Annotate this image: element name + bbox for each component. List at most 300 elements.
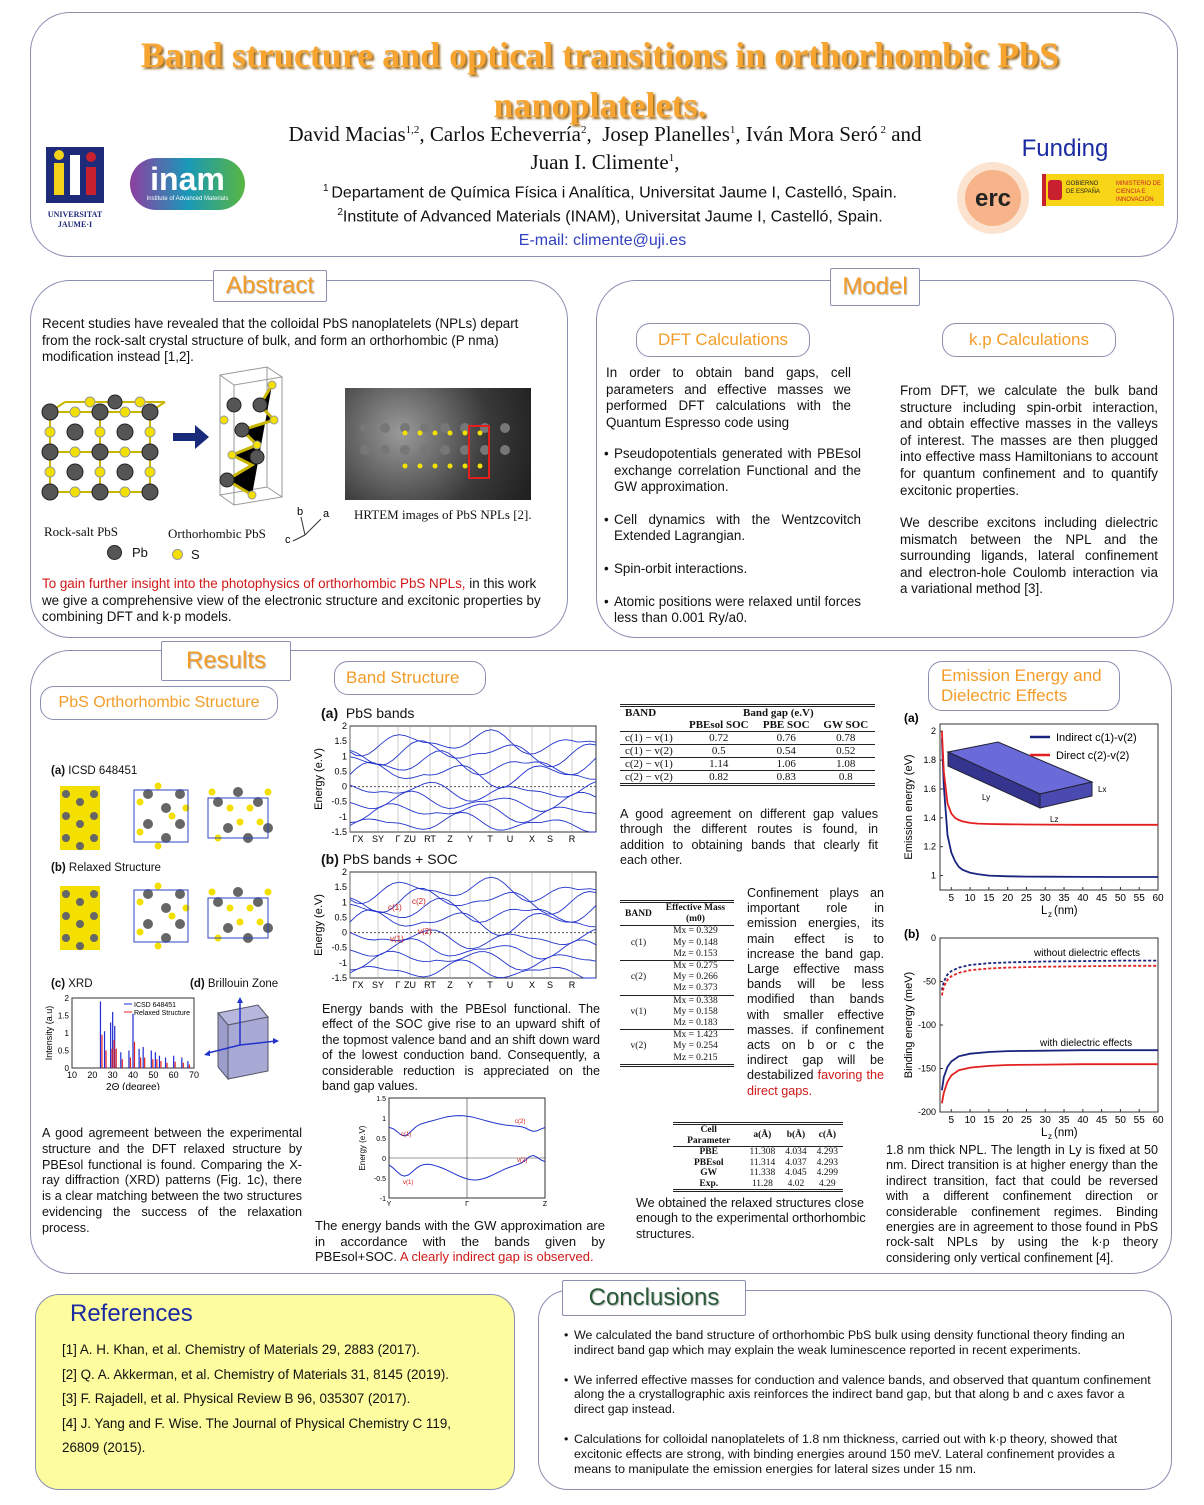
mass-band: v(1)	[630, 1006, 647, 1017]
x-axis-label: L	[1041, 1127, 1048, 1139]
table-row	[620, 961, 734, 996]
axis-b-label: b	[297, 506, 304, 518]
brillouin-zone-image	[200, 995, 280, 1085]
k-point-label: R	[568, 834, 576, 844]
gap-band: c(2) − v(2)	[625, 771, 673, 783]
y-tick-label: 0.5	[334, 912, 347, 923]
poster-title: Band structure and optical transitions in orthorhombic PbS nanoplatelets.	[140, 35, 1060, 125]
conclusions-heading: Conclusions	[562, 1280, 746, 1316]
x-tick-label: 35	[1058, 893, 1070, 904]
y-tick-label: 1.5	[57, 1011, 69, 1021]
band-text: Energy bands with the PBEsol functional. The effect of the SOC give rise to an upward shift of the topmost valence band and an shift down ward of the lowest conduction band. Consequently, a considerable reduction is appreciated on the band gap values.	[322, 1002, 600, 1094]
gap-value: 1.06	[776, 758, 796, 770]
table-row	[620, 745, 875, 758]
gap-value: 0.76	[776, 732, 796, 744]
table-row	[673, 1147, 843, 1158]
x-tick-label: 10	[964, 893, 976, 904]
mass-value: Mx = 1.423	[673, 1030, 718, 1041]
legend-label: ICSD 648451	[134, 1002, 177, 1009]
rocksalt-structure-image	[40, 392, 170, 517]
series-line	[942, 1050, 1158, 1090]
x-tick-label: 30	[1039, 1115, 1051, 1126]
panel-label: (a)	[904, 712, 919, 725]
table-row	[673, 1168, 843, 1179]
gap-band: c(2) − v(1)	[625, 758, 673, 770]
band-line	[350, 877, 596, 904]
gov-logo-ministry: MINISTERIO DE CIENCIA E INNOVACIÓN	[1116, 181, 1162, 203]
y-tick-label: 1	[341, 751, 347, 762]
mass-table-header-band: BAND	[625, 908, 652, 919]
annotation: with dielectric effects	[1040, 1038, 1133, 1049]
band-line	[350, 741, 596, 767]
legend-label: Relaxed Structure	[134, 1010, 191, 1017]
dft-bullet: • Pseudopotentials generated with PBEsol exchange correlation Functional and the GW approximation.	[614, 446, 861, 496]
k-point-label: Γ	[395, 980, 401, 990]
x-tick-label: 30	[107, 1070, 118, 1080]
rocksalt-label: Rock-salt PbS	[44, 524, 119, 539]
y-tick-label: -1	[379, 1196, 386, 1203]
table-row	[620, 758, 875, 771]
gap-table-subheader: PBE SOC	[762, 719, 810, 731]
annotation: without dielectric effects	[1034, 948, 1140, 959]
x-tick-label: 55	[1133, 893, 1145, 904]
pb-atom-icon	[107, 545, 122, 560]
band-a-text: PbS bands	[345, 705, 415, 721]
x-axis-label: 2Θ (degree)	[106, 1082, 160, 1090]
cell-value: 4.037	[785, 1157, 807, 1168]
y-tick-label: -1.5	[331, 827, 347, 837]
mass-value: Mz = 0.373	[673, 983, 718, 994]
x-axis-label-unit: (nm)	[1054, 905, 1078, 917]
x-tick-label: 20	[1002, 893, 1014, 904]
series-line	[942, 966, 1158, 996]
legend-label: Indirect c(1)-v(2)	[1056, 732, 1137, 744]
gap-value: 0.72	[709, 732, 729, 744]
inset-label-lx: Lx	[1098, 785, 1107, 794]
reference-item: [1] A. H. Khan, et al. Chemistry of Materials 29, 2883 (2017).	[62, 1342, 421, 1357]
mass-value: Mz = 0.215	[673, 1052, 718, 1063]
k-point-label: SY	[371, 834, 385, 844]
contact-email[interactable]: E-mail: climente@uji.es	[518, 232, 687, 249]
band-label-c2: c(2)	[515, 1118, 526, 1125]
k-point-label: Z	[447, 834, 453, 844]
relaxed-structure-image	[48, 872, 278, 960]
cell-table	[673, 1122, 843, 1192]
cell-value: 11.338	[749, 1168, 776, 1178]
x-axis-label-sub: z	[1048, 910, 1052, 919]
gov-logo-name: GOBIERNO DE ESPAÑA	[1066, 181, 1100, 195]
inam-logo-text: inam	[150, 161, 225, 197]
legend-s-text: S	[191, 547, 200, 562]
y-tick-label: 1.4	[923, 812, 936, 823]
authors-line2: Juan I. Climente$^1$,	[530, 150, 680, 174]
x-tick-label: Z	[542, 1201, 548, 1208]
gap-value: 0.82	[709, 771, 729, 783]
gap-value: 0.5	[711, 745, 726, 757]
cell-value: 4.299	[816, 1168, 838, 1178]
x-tick-label: 45	[1096, 1115, 1108, 1126]
reference-item: [4] J. Yang and F. Wise. The Journal of Physical Chemistry C 119,	[62, 1415, 451, 1431]
band-line	[350, 812, 596, 832]
mass-text-main: Confinement plays an important role in emission energies, its main effect is to increase the band gap. Large effective mass bands will be less modified than bands with smaller effective masses. if confinement acts on b or c the indirect gap will be destabilized	[747, 886, 884, 1083]
mass-band: c(1)	[630, 937, 647, 948]
x-tick-label: 50	[1114, 893, 1126, 904]
mass-value: Mx = 0.275	[673, 961, 718, 972]
x-tick-label: 40	[1077, 1115, 1089, 1126]
legend-label: Direct c(2)-v(2)	[1056, 750, 1130, 762]
y-tick-label: 0.5	[376, 1136, 386, 1143]
table-row	[620, 1030, 734, 1066]
band-a-title	[321, 705, 414, 721]
cell-name: Exp.	[699, 1178, 719, 1189]
x-tick-label: 50	[148, 1070, 159, 1080]
y-tick-label: 0	[64, 1064, 69, 1073]
x-tick-label: 25	[1020, 893, 1033, 904]
gap-table-header-gap: Band gap (e.V)	[743, 707, 814, 719]
legend-s	[172, 547, 200, 562]
y-axis-label: Energy (e.V)	[313, 894, 325, 956]
table-row	[620, 995, 734, 1030]
gw-text-highlight: A clearly indirect gap is observed.	[397, 1249, 594, 1264]
plot-frame	[940, 938, 1158, 1112]
cell-value: 11.308	[749, 1147, 776, 1157]
y-tick-label: -0.5	[331, 942, 347, 953]
y-tick-label: 0	[341, 927, 347, 938]
x-tick-label: Y	[386, 1201, 392, 1208]
abstract-outro	[42, 576, 542, 626]
band-heading: Band Structure	[334, 661, 486, 695]
mass-text-highlight: favoring the direct gaps.	[747, 1068, 884, 1098]
gw-text-main: The energy bands with the GW approximation are in accordance with the bands given by PBEsol+SOC.	[315, 1218, 605, 1264]
cell-value: 4.02	[787, 1178, 805, 1189]
mass-band: v(2)	[630, 1041, 647, 1052]
x-tick-label: 60	[1152, 1115, 1164, 1126]
x-tick-label: Γ	[465, 1201, 469, 1208]
gap-table	[620, 704, 875, 786]
affiliation-2: $^2$Institute of Advanced Materials (INAM), Universitat Jaume I, Castelló, Spain.	[337, 207, 883, 226]
y-axis-label: Energy (e.V)	[358, 1125, 367, 1171]
band-a-letter: (a)	[321, 705, 339, 721]
cell-value: 4.034	[785, 1147, 807, 1157]
k-point-label: U	[506, 980, 514, 990]
y-axis-label: Energy (e.V)	[313, 748, 325, 810]
references-list	[62, 1338, 502, 1461]
mass-value: Mx = 0.338	[673, 995, 718, 1006]
legend-pb	[107, 545, 148, 560]
mass-value: My = 0.158	[673, 1006, 718, 1017]
kp-paragraph-1: From DFT, we calculate the bulk band structure including spin-orbit interaction, and obtain effective masses in the valleys of interest. The masses are then plugged into effective mass Hamiltonians to account for quantum confinement and to quantify excitonic properties.	[900, 383, 1158, 498]
band-line	[350, 782, 596, 802]
gap-value: 0.8	[838, 771, 853, 783]
k-point-label: ZU	[404, 834, 416, 844]
hrtem-caption: HRTEM images of PbS NPLs [2].	[354, 507, 532, 522]
affiliation-1: $^1$ Departament de Química Física i Analítica, Universitat Jaume I, Castelló, Spain.	[323, 183, 897, 202]
band-line	[350, 960, 596, 978]
panel-d-text: Brillouin Zone	[207, 978, 279, 990]
k-point-label: RT	[424, 980, 436, 990]
y-tick-label: -0.5	[331, 796, 347, 807]
panel-a-letter: (a)	[51, 765, 66, 777]
mass-value: Mx = 0.329	[673, 926, 718, 937]
conclusion-item: • We inferred effective masses for conduction and valence bands, and observed that quantum confinement along the a crystallographic axis reinforces the indirect band gap, but that along b and c axes favor a direct gap instead.	[574, 1373, 1154, 1417]
legend-pb-text: Pb	[132, 545, 148, 560]
arrow-right-icon	[173, 425, 209, 454]
y-tick-label: -0.5	[373, 1176, 386, 1183]
references-heading: References	[70, 1300, 193, 1327]
x-axis-label-sub: z	[1048, 1132, 1052, 1140]
reference-item: [3] F. Rajadell, et al. Physical Review B 96, 035307 (2017).	[62, 1391, 411, 1406]
cell-value: 4.045	[785, 1168, 807, 1178]
cell-table-header: a(Å)	[753, 1130, 772, 1141]
panel-label: (b)	[904, 928, 920, 941]
y-tick-label: -1	[338, 811, 347, 822]
mass-table-header-mass: Effective Mass (m0)	[665, 903, 726, 925]
cell-value: 4.293	[816, 1157, 838, 1168]
kp-heading: k.p Calculations	[942, 323, 1116, 357]
y-tick-label: 1	[64, 1029, 69, 1038]
table-row	[620, 732, 875, 745]
table-row	[673, 1158, 843, 1169]
y-tick-label: 0.5	[334, 766, 347, 777]
cell-table-header: b(Å)	[786, 1130, 806, 1141]
axis-a-label: a	[323, 508, 330, 520]
gw-bands-plot	[355, 1092, 555, 1212]
k-point-label: U	[506, 834, 514, 844]
y-tick-label: 1.5	[334, 736, 347, 747]
cell-value: 11.314	[749, 1157, 776, 1168]
gap-text: A good agreement on different gap values through the different routes is found, in addition to obtaining bands that clearly fit each other.	[620, 807, 878, 868]
panel-b-text: Relaxed Structure	[68, 862, 161, 874]
k-point-label: RT	[424, 834, 436, 844]
y-tick-label: 1	[341, 897, 347, 908]
panel-c-label	[51, 978, 93, 990]
y-tick-label: 2	[64, 994, 69, 1003]
icsd-structure-image	[48, 772, 278, 860]
k-point-label: S	[546, 834, 554, 844]
dft-bullet: • Atomic positions were relaxed until forces less than 0.001 Ry/a0.	[614, 594, 861, 627]
gap-value: 0.52	[836, 745, 856, 757]
y-tick-label: -1.5	[331, 973, 347, 983]
orthorhombic-label: Orthorhombic PbS	[168, 526, 266, 541]
cell-table-header: Cell Parameter	[687, 1125, 731, 1146]
abstract-outro-highlight: To gain further insight into the photophysics of orthorhombic PbS NPLs,	[42, 576, 466, 591]
cell-table-header: c(Å)	[818, 1130, 837, 1141]
k-point-label: ΓX	[352, 834, 364, 844]
abstract-intro: Recent studies have revealed that the colloidal PbS nanoplatelets (NPLs) depart from the rock-salt crystal structure of bulk, and form an orthorhombic (P nma) modification instead [1,2].	[42, 316, 519, 365]
y-tick-label: 1.2	[923, 841, 936, 852]
gap-value: 1.14	[709, 758, 729, 770]
x-tick-label: 5	[948, 1115, 955, 1126]
y-tick-label: -150	[917, 1063, 936, 1074]
panel-c-letter: (c)	[51, 978, 66, 990]
x-axis-label: L	[1041, 905, 1048, 917]
x-tick-label: 35	[1058, 1115, 1070, 1126]
k-point-label: R	[568, 980, 576, 990]
emission-heading: Emission Energy and Dielectric Effects	[928, 661, 1120, 711]
table-row	[673, 1179, 843, 1191]
y-tick-label: 1.5	[376, 1096, 386, 1103]
band-line	[350, 888, 596, 914]
x-tick-label: 50	[1114, 1115, 1126, 1126]
k-point-label: Y	[466, 980, 474, 990]
axes-indicator	[283, 503, 333, 545]
gap-band: c(1) − v(1)	[625, 732, 673, 744]
x-tick-label: 40	[1077, 893, 1089, 904]
x-tick-label: 70	[188, 1070, 199, 1080]
y-tick-label: -100	[917, 1020, 936, 1030]
dft-bullet: • Spin-orbit interactions.	[614, 561, 861, 578]
k-point-label: T	[487, 834, 493, 844]
ortho-text: A good agremeent between the experimental structure and the DFT relaxed structure by PBEsol functional is found. Comparing the X-ray diffraction (XRD) patterns (Fig. 1c), there is a clear matching between the two structures evidencing the success of the relaxation process.	[42, 1126, 302, 1235]
k-point-label: T	[487, 980, 493, 990]
x-tick-label: 5	[948, 893, 955, 904]
x-axis-label-unit: (nm)	[1054, 1127, 1078, 1139]
hrtem-image	[345, 388, 531, 500]
gap-table-subheader: PBEsol SOC	[688, 719, 749, 731]
k-point-label: S	[546, 980, 554, 990]
y-tick-label: 1.5	[334, 882, 347, 893]
y-tick-label: 0	[341, 781, 347, 792]
funding-label: Funding	[1021, 135, 1109, 162]
y-axis-label: Intensity (a.u)	[44, 1005, 54, 1061]
dft-heading: DFT Calculations	[636, 323, 810, 357]
y-tick-label: 0	[382, 1156, 386, 1163]
y-tick-label: 0.5	[57, 1046, 69, 1056]
mass-value: My = 0.148	[673, 937, 718, 948]
conclusions-list	[564, 1328, 1154, 1492]
gap-value: 0.83	[776, 771, 796, 783]
cell-value: 4.293	[816, 1147, 838, 1157]
k-point-label: SY	[371, 980, 385, 990]
results-heading: Results	[161, 641, 291, 681]
y-tick-label: -200	[917, 1107, 936, 1117]
cell-value: 4.29	[819, 1178, 836, 1189]
table-row	[620, 926, 734, 961]
y-tick-label: 0	[930, 933, 936, 943]
ortho-heading: PbS Orthorhombic Structure	[40, 686, 278, 720]
x-tick-label: 40	[127, 1070, 139, 1080]
y-axis-label: Emission energy (eV)	[903, 754, 915, 860]
y-tick-label: 1.8	[923, 755, 936, 766]
gap-table-subheader: GW SOC	[823, 719, 869, 731]
inam-logo	[130, 158, 245, 210]
x-tick-label: 20	[1002, 1115, 1014, 1126]
x-tick-label: 30	[1039, 893, 1051, 904]
cell-name: PBEsol	[693, 1157, 724, 1168]
abstract-outro-rest: in this work we give a comprehensive view of the electronic structure and excitonic properties by combining DFT and k·p models.	[42, 576, 541, 625]
cell-value: 11.28	[751, 1178, 773, 1189]
k-point-label: Γ	[395, 834, 401, 844]
dft-intro: In order to obtain band gaps, cell parameters and effective masses we performed DFT calculations with the Quantum Espresso code using	[606, 365, 851, 430]
band-line	[350, 730, 596, 756]
table-row	[620, 771, 875, 785]
k-point-label: X	[528, 834, 536, 844]
band-label-v2: v(2)	[418, 927, 432, 937]
erc-logo	[955, 160, 1031, 236]
mass-table	[620, 900, 734, 1067]
x-tick-label: 10	[964, 1115, 976, 1126]
x-tick-label: 45	[1096, 893, 1108, 904]
emission-chart	[900, 712, 1170, 924]
panel-d-letter: (d)	[190, 978, 205, 990]
axis-c-label: c	[285, 534, 291, 545]
inset-label-ly: Ly	[982, 793, 991, 802]
panel-c-text: XRD	[68, 978, 93, 990]
panel-d-label	[190, 978, 278, 990]
inam-logo-subtitle: Institute of Advanced Materials	[146, 196, 229, 202]
dft-bullet-list	[604, 446, 861, 643]
inset-label-lz: Lz	[1050, 815, 1059, 824]
x-tick-label: 25	[1020, 1115, 1033, 1126]
panel-a-text: ICSD 648451	[68, 765, 138, 777]
conclusion-item: • Calculations for colloidal nanoplatelets of 1.8 nm thickness, carried out with k·p theory, showed that excitonic effects are strong, with binding energies around 150 meV. Lateral confinement provides a means to manipulate the emission energies for lateral sizes under 15 nm.	[574, 1432, 1154, 1476]
mass-band: c(2)	[630, 972, 647, 983]
x-tick-label: 60	[168, 1070, 179, 1080]
band-b-title	[321, 851, 458, 867]
reference-item: 26809 (2015).	[62, 1440, 146, 1455]
k-point-label: X	[528, 980, 536, 990]
emission-text: 1.8 nm thick NPL. The length in Ly is fixed at 50 nm. Direct transition is at higher energy than the indirect transition, fact that could be reversed with a different confinement direction or considerable confinement regimes. Binding energies are in agreement to those found in PbS rock-salt NPLs by using the k·p theory considering only vertical confinement [4].	[886, 1143, 1158, 1265]
x-tick-label: 20	[87, 1070, 98, 1080]
x-tick-label: 15	[983, 1115, 995, 1126]
y-tick-label: 1.6	[923, 783, 936, 794]
cell-name: PBE	[699, 1147, 718, 1157]
y-axis-label: Binding energy (meV)	[903, 971, 915, 1079]
reference-item: [2] Q. A. Akkerman, et al. Chemistry of Materials 31, 8145 (2019).	[62, 1366, 450, 1382]
band-label-v1: v(1)	[390, 934, 404, 944]
s-atom-icon	[172, 549, 183, 560]
dft-bullet: • Cell dynamics with the Wentzcovitch Extended Lagrangian.	[614, 512, 861, 545]
mass-value: My = 0.266	[673, 972, 718, 983]
gov-logo	[1042, 174, 1164, 206]
mass-text	[747, 886, 884, 1099]
y-tick-label: -1	[338, 957, 347, 968]
abstract-heading: Abstract	[213, 270, 327, 302]
band-b-text: PbS bands + SOC	[342, 851, 458, 867]
pbs-bands-soc-plot	[312, 866, 602, 996]
authors-line1: David Macias$^{1,2}$, Carlos Echeverría$^2$, Josep Planelles$^1$, Iván Mora Seró $^2$ and	[288, 122, 922, 146]
mass-value: Mz = 0.183	[673, 1018, 718, 1029]
y-tick-label: 2	[341, 867, 347, 877]
erc-logo-text: erc	[974, 185, 1012, 212]
pbs-bands-plot	[312, 720, 602, 850]
uji-name: UNIVERSITAT JAUME·I	[47, 210, 103, 229]
x-tick-label: 15	[983, 893, 995, 904]
y-tick-label: -50	[922, 976, 936, 987]
gap-value: 1.08	[836, 758, 856, 770]
orthorhombic-structure-image	[212, 365, 287, 520]
conclusion-item: • We calculated the band structure of orthorhombic PbS bulk using density functional theory finding an indirect band gap which may explain the weak luminescence reported in recent experiments.	[574, 1328, 1154, 1358]
band-b-letter: (b)	[321, 851, 339, 867]
band-line	[350, 929, 596, 949]
y-tick-label: 2	[930, 726, 936, 737]
x-tick-label: 55	[1133, 1115, 1145, 1126]
gap-table-header-band: BAND	[625, 707, 657, 719]
gw-text	[315, 1218, 605, 1265]
xrd-chart	[44, 990, 199, 1090]
x-tick-label: 60	[1152, 893, 1164, 904]
model-heading: Model	[830, 268, 920, 306]
band-label-c1: c(1)	[401, 1132, 412, 1138]
band-label-c2: c(2)	[412, 896, 426, 906]
y-tick-label: 2	[341, 721, 347, 731]
gap-value: 0.78	[836, 732, 856, 744]
band-label-v1: v(1)	[403, 1180, 414, 1186]
cell-text: We obtained the relaxed structures close enough to the experimental orthorhombic structures.	[636, 1196, 866, 1241]
series-line	[942, 1064, 1158, 1103]
k-point-label: Y	[466, 834, 474, 844]
k-point-label: Z	[447, 980, 453, 990]
